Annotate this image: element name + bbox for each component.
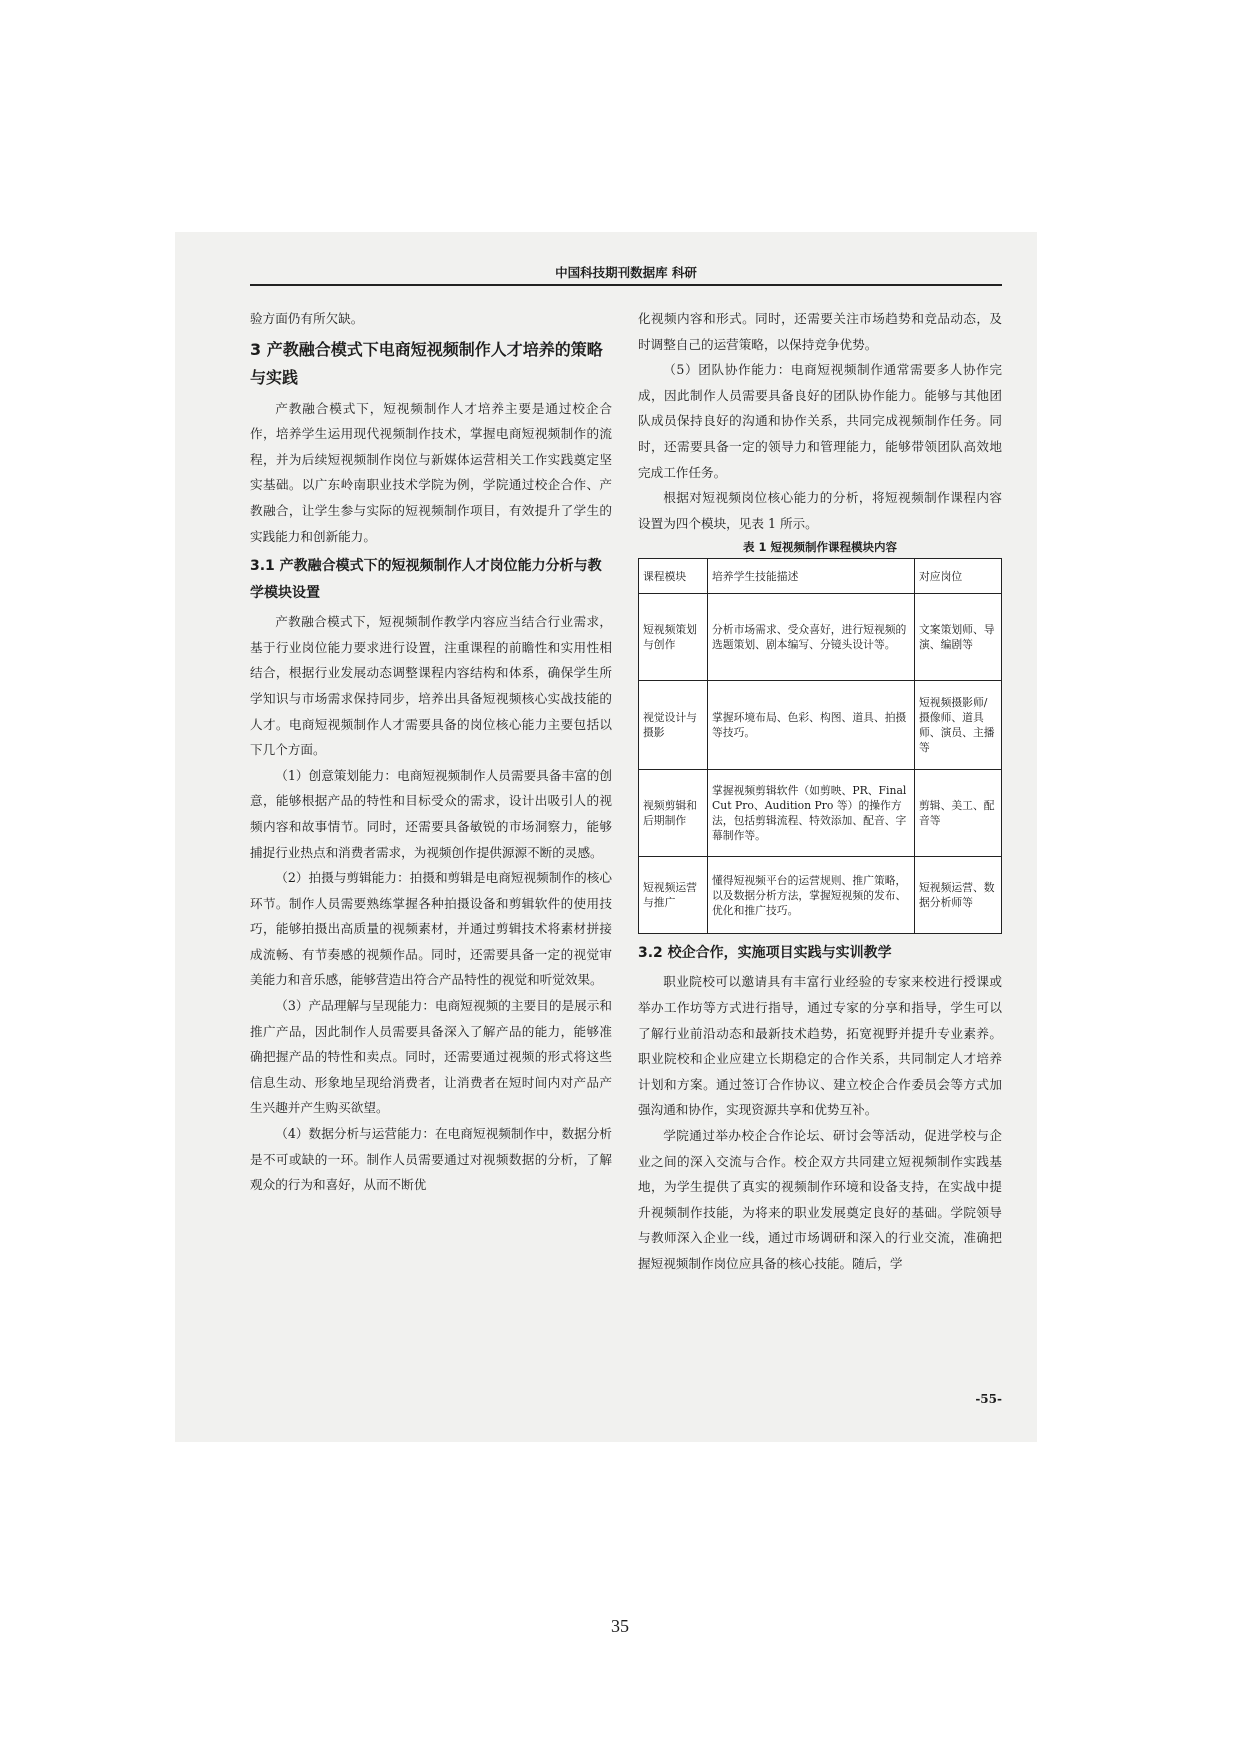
subsection-heading: 3.1 产教融合模式下的短视频制作人才岗位能力分析与教学模块设置 [250, 558, 602, 602]
table-cell-positions: 短视频运营、数据分析师等 [915, 857, 1002, 934]
paragraph: （5）团队协作能力：电商短视频制作通常需要多人协作完成，因此制作人员需要具备良好的团队协作能力。能够与其他团队成员保持良好的沟通和协作关系，共同完成视频制作任务。同时，还需要具备一定的领导力和管理能力，能够带领团队高效地完成工作任务。 [638, 362, 1002, 480]
paragraph: （2）拍摄与剪辑能力：拍摄和剪辑是电商短视频制作的核心环节。制作人员需要熟练掌握各种拍摄设备和剪辑软件的使用技巧，能够拍摄出高质量的视频素材，并通过剪辑技术将素材拼接成流畅、有节奏感的视频作品。同时，还需要具备一定的视觉审美能力和音乐感，能够营造出符合产品特性的视觉和听觉效果。 [250, 870, 612, 988]
table-cell-positions: 剪辑、美工、配音等 [915, 770, 1002, 857]
paragraph: 学院通过举办校企合作论坛、研讨会等活动，促进学校与企业之间的深入交流与合作。校企双方共同建立短视频制作实践基地，为学生提供了真实的视频制作环境和设备支持，在实战中提升视频制作技能，为将来的职业发展奠定良好的基础。学院领导与教师深入企业一线，通过市场调研和深入的行业交流，准确把握短视频制作岗位应具备的核心技能。随后，学 [638, 1127, 1002, 1271]
running-header: 中国科技期刊数据库 科研 [555, 265, 697, 280]
journal-page-number: -55- [975, 1392, 1002, 1406]
table-header-cell: 培养学生技能描述 [708, 559, 915, 594]
paragraph: 产教融合模式下，短视频制作人才培养主要是通过校企合作，培养学生运用现代视频制作技术，掌握电商短视频制作的流程，并为后续短视频制作岗位与新媒体运营相关工作实践奠定坚实基础。以广东岭南职业技术学院为例，学院通过校企合作、产教融合，让学生参与实际的短视频制作项目，有效提升了学生的实践能力和创新能力。 [250, 400, 612, 544]
table-cell-skills: 掌握视频剪辑软件（如剪映、PR、Final Cut Pro、Audition Pro 等）的操作方法，包括剪辑流程、特效添加、配音、字幕制作等。 [708, 770, 915, 857]
table-cell-module: 短视频运营与推广 [639, 857, 708, 934]
table-header-cell: 课程模块 [639, 559, 708, 594]
table-row [639, 857, 1002, 934]
table-row [639, 594, 1002, 681]
table-cell-module: 视觉设计与摄影 [639, 681, 708, 770]
paragraph: （4）数据分析与运营能力：在电商短视频制作中，数据分析是不可或缺的一环。制作人员需要通过对视频数据的分析，了解观众的行为和喜好，从而不断优 [250, 1126, 612, 1193]
table-cell-skills: 懂得短视频平台的运营规则、推广策略，以及数据分析方法，掌握短视频的发布、优化和推广技巧。 [708, 857, 915, 934]
table-header-row [639, 559, 1002, 594]
header-rule [250, 284, 1002, 286]
table-cell-module: 视频剪辑和后期制作 [639, 770, 708, 857]
subsection-heading: 3.2 校企合作，实施项目实践与实训教学 [638, 945, 892, 962]
right-column [638, 306, 1002, 1276]
paragraph: 根据对短视频岗位核心能力的分析，将短视频制作课程内容设置为四个模块，见表 1 所示。 [638, 490, 1002, 531]
paragraph: （3）产品理解与呈现能力：电商短视频的主要目的是展示和推广产品，因此制作人员需要具备深入了解产品的能力，能够准确把握产品的特性和卖点。同时，还需要通过视频的形式将这些信息生动、形象地呈现给消费者，让消费者在短时间内对产品产生兴趣并产生购买欲望。 [250, 998, 612, 1116]
paragraph: 职业院校可以邀请具有丰富行业经验的专家来校进行授课或举办工作坊等方式进行指导，通过专家的分享和指导，学生可以了解行业前沿动态和最新技术趋势，拓宽视野并提升专业素养。职业院校和企业应建立长期稳定的合作关系，共同制定人才培养计划和方案。通过签订合作协议、建立校企合作委员会等方式加强沟通和协作，实现资源共享和优势互补。 [638, 974, 1002, 1118]
table-cell-positions: 短视频摄影师/摄像师、道具师、演员、主播等 [915, 681, 1002, 770]
table-caption: 表 1 短视频制作课程模块内容 [742, 540, 897, 555]
paragraph: （1）创意策划能力：电商短视频制作人员需要具备丰富的创意，能够根据产品的特性和目标受众的需求，设计出吸引人的视频内容和故事情节。同时，还需要具备敏锐的市场洞察力，能够捕捉行业热点和消费者需求，为视频创作提供源源不断的灵感。 [250, 767, 612, 860]
table-row [639, 770, 1002, 857]
left-column [250, 306, 612, 1198]
paragraph: 产教融合模式下，短视频制作教学内容应当结合行业需求，基于行业岗位能力要求进行设置，注重课程的前瞻性和实用性相结合，根据行业发展动态调整课程内容结构和体系，确保学生所学知识与市场需求保持同步，培养出具备短视频核心实战技能的人才。电商短视频制作人才需要具备的岗位核心能力主要包括以下几个方面。 [250, 614, 612, 758]
paragraph: 验方面仍有所欠缺。 [250, 311, 364, 326]
table-cell-module: 短视频策划与创作 [639, 594, 708, 681]
section-heading: 3 产教融合模式下电商短视频制作人才培养的策略与实践 [250, 339, 603, 387]
table-cell-skills: 分析市场需求、受众喜好，进行短视频的选题策划、剧本编写、分镜头设计等。 [708, 594, 915, 681]
course-module-table [638, 558, 1002, 934]
table-cell-positions: 文案策划师、导演、编剧等 [915, 594, 1002, 681]
paragraph: 化视频内容和形式。同时，还需要关注市场趋势和竞品动态，及时调整自己的运营策略，以保持竞争优势。 [638, 311, 1002, 352]
table-cell-skills: 掌握环境布局、色彩、构图、道具、拍摄等技巧。 [708, 681, 915, 770]
page-number: 35 [611, 1616, 629, 1636]
table-row [639, 681, 1002, 770]
table-header-cell: 对应岗位 [915, 559, 1002, 594]
